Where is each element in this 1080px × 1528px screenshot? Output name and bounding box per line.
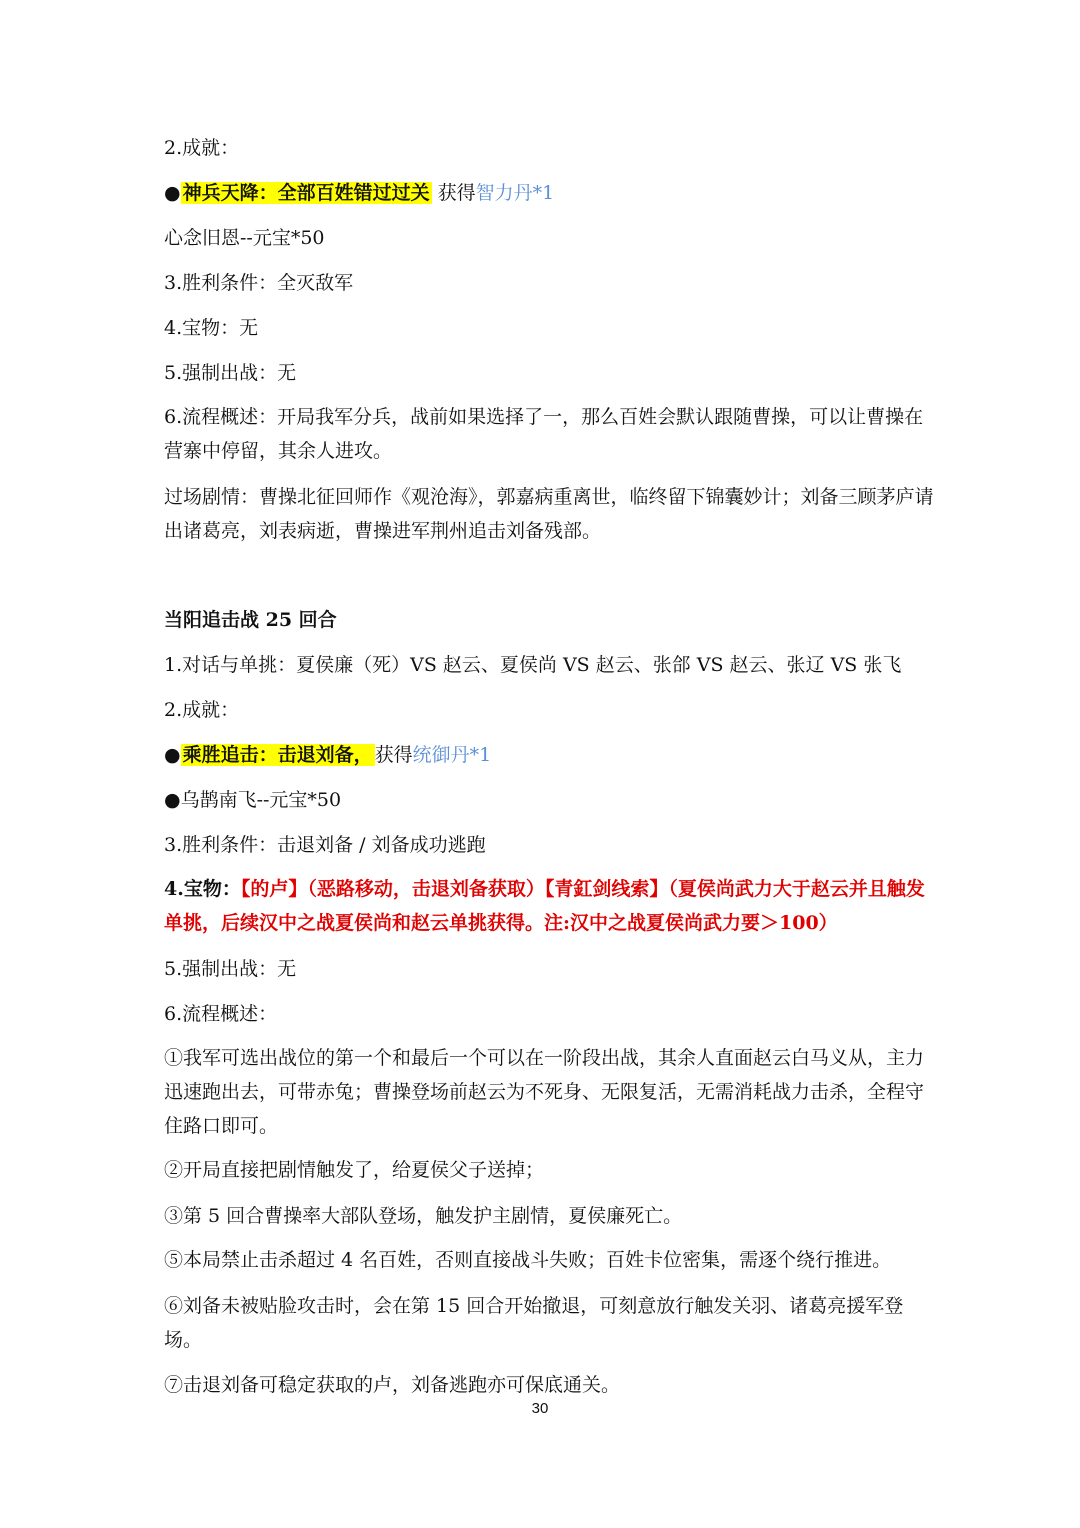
process-step: ③第 5 回合曹操率大部队登场，触发护主剧情，夏侯廉死亡。 xyxy=(164,1205,683,1227)
process-step: ⑦击退刘备可稳定获取的卢，刘备逃跑亦可保底通关。 xyxy=(164,1374,621,1396)
gain-label: 获得 xyxy=(374,744,413,766)
dialogue-duels: 1.对话与单挑：夏侯廉（死）VS 赵云、夏侯尚 VS 赵云、张郃 VS 赵云、张辽 VS 张飞 xyxy=(164,654,902,676)
process-step: ⑤本局禁止击杀超过 4 名百姓，否则直接战斗失败；百姓卡位密集，需逐个绕行推进。 xyxy=(164,1249,892,1271)
process-step: ②开局直接把剧情触发了，给夏侯父子送掉； xyxy=(164,1159,545,1181)
victory-condition: 3.胜利条件：击退刘备 / 刘备成功逃跑 xyxy=(164,834,486,856)
achievement-heading: 2.成就： xyxy=(164,699,240,721)
interlude-story: 过场剧情：曹操北征回师作《观沧海》，郭嘉病重离世，临终留下锦囊妙计；刘备三顾茅庐请出诸葛亮，刘表病逝，曹操进军荆州追击刘备残部。 xyxy=(164,486,934,542)
achievement-name-highlight: 乘胜追击：击退刘备， xyxy=(182,744,373,766)
gain-label: 获得 xyxy=(437,182,476,204)
treasure-detail: 【的卢】（恶路移动，击退刘备获取）【青釭剑线索】（夏侯尚武力大于赵云并且触发单挑，后续汉中之战夏侯尚和赵云单挑获得。注:汉中之战夏侯尚武力要＞100） xyxy=(164,878,925,934)
forced-deploy: 5.强制出战：无 xyxy=(164,362,297,384)
achievement-item xyxy=(164,176,934,210)
achievement-item: 心念旧恩--元宝*50 xyxy=(164,227,325,249)
page-number: 30 xyxy=(531,1400,549,1417)
achievement-item xyxy=(164,738,934,772)
treasure xyxy=(164,872,934,940)
reward-link[interactable]: 统御丹*1 xyxy=(412,744,492,766)
achievement-heading: 2.成就： xyxy=(164,137,240,159)
treasure-label: 4.宝物： xyxy=(164,878,241,900)
process-overview: 6.流程概述：开局我军分兵，战前如果选择了一，那么百姓会默认跟随曹操，可以让曹操在营寨中停留，其余人进攻。 xyxy=(164,406,924,462)
victory-condition: 3.胜利条件：全灭敌军 xyxy=(164,272,354,294)
bullet: ● xyxy=(164,744,181,766)
process-heading: 6.流程概述： xyxy=(164,1003,278,1025)
reward-link[interactable]: 智力丹*1 xyxy=(475,182,555,204)
achievement-name-highlight: 神兵天降：全部百姓错过过关 xyxy=(182,182,430,204)
forced-deploy: 5.强制出战：无 xyxy=(164,958,297,980)
treasure: 4.宝物：无 xyxy=(164,317,259,339)
process-step: ①我军可选出战位的第一个和最后一个可以在一阶段出战，其余人直面赵云白马义从，主力迅速跑出去，可带赤兔；曹操登场前赵云为不死身、无限复活，无需消耗战力击杀，全程守住路口即可。 xyxy=(164,1047,925,1137)
process-step: ⑥刘备未被贴脸攻击时，会在第 15 回合开始撤退，可刻意放行触发关羽、诸葛亮援军登场。 xyxy=(164,1295,904,1351)
achievement-item: ●乌鹊南飞--元宝*50 xyxy=(164,789,342,811)
bullet: ● xyxy=(164,182,181,204)
battle-title: 当阳追击战 25 回合 xyxy=(164,609,337,631)
